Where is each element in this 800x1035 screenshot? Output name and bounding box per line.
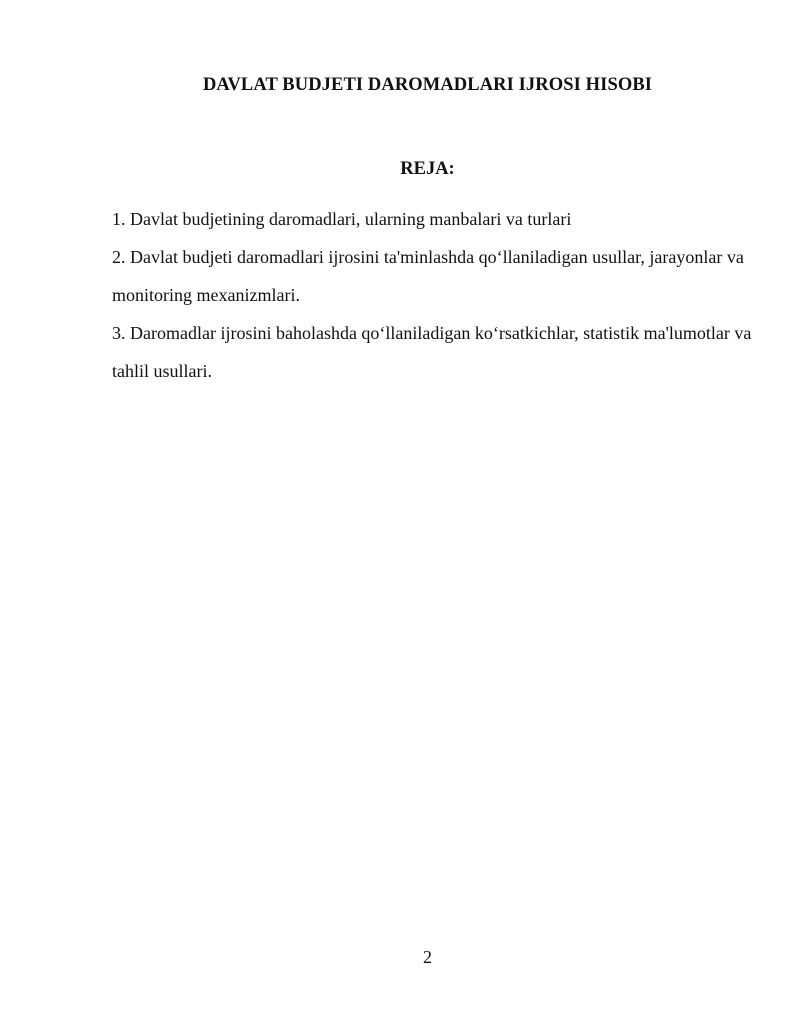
plan-item-2: 2. Davlat budjeti daromadlari ijrosini ta'minlashda qo‘llaniladigan usullar, jarayonlar va monitoring mexanizmlari. xyxy=(112,247,744,305)
document-title: DAVLAT BUDJETI DAROMADLARI IJROSI HISOBI xyxy=(202,75,653,95)
plan-list xyxy=(112,200,752,390)
plan-item-3: 3. Daromadlar ijrosini baholashda qo‘llaniladigan ko‘rsatkichlar, statistik ma'lumotlar va tahlil usullari. xyxy=(112,323,752,381)
plan-heading: REJA: xyxy=(400,159,455,179)
plan-item-1: 1. Davlat budjetining daromadlari, ularning manbalari va turlari xyxy=(112,209,572,229)
page-number: 2 xyxy=(423,947,432,967)
